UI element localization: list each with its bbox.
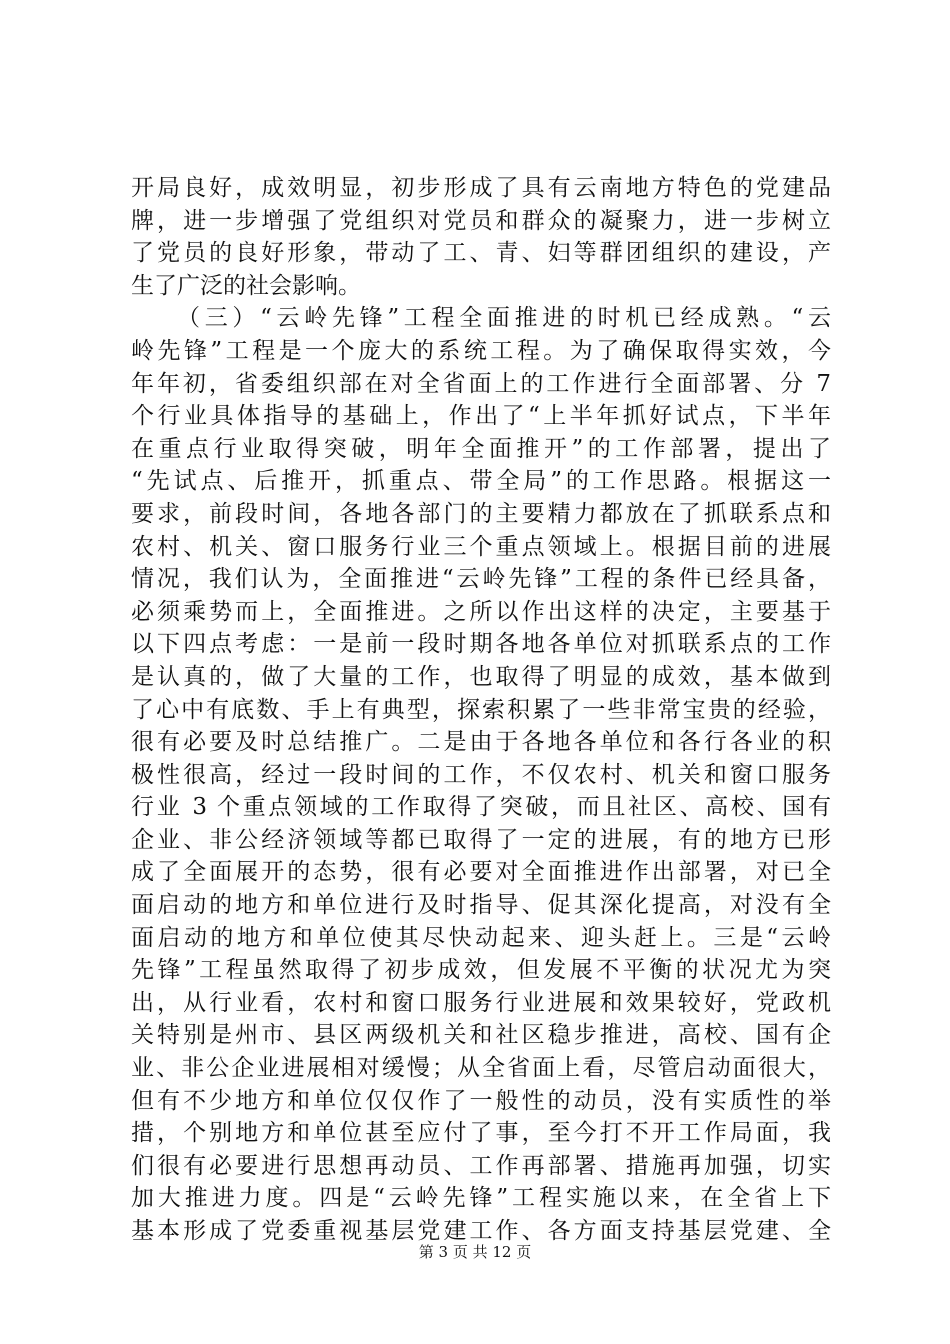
text-line: 个行业具体指导的基础上，作出了“上半年抓好试点，下半年 bbox=[131, 403, 831, 430]
text-line: 出，从行业看，农村和窗口服务行业进展和效果较好，党政机 bbox=[131, 989, 831, 1016]
page-footer bbox=[0, 1241, 950, 1262]
text-line: 行业 3 个重点领域的工作取得了突破，而且社区、高校、国有 bbox=[131, 794, 831, 821]
text-line: 开局良好，成效明显，初步形成了具有云南地方特色的党建品 bbox=[131, 175, 831, 201]
text-line: 业、非公企业进展相对缓慢；从全省面上看，尽管启动面很大， bbox=[131, 1055, 831, 1082]
body-text bbox=[131, 172, 831, 1248]
text-line: 了心中有底数、手上有典型，探索积累了一些非常宝贵的经验， bbox=[131, 696, 831, 723]
text-line: 了党员的良好形象，带动了工、青、妇等群团组织的建设，产 bbox=[131, 240, 831, 267]
text-line: 极性很高，经过一段时间的工作，不仅农村、机关和窗口服务 bbox=[131, 761, 831, 788]
text-line: 岭先锋”工程是一个庞大的系统工程。为了确保取得实效，今 bbox=[131, 337, 831, 364]
text-line: 牌，进一步增强了党组织对党员和群众的凝聚力，进一步树立 bbox=[131, 207, 831, 234]
text-line: 要求，前段时间，各地各部门的主要精力都放在了抓联系点和 bbox=[131, 500, 831, 527]
text-line: 情况，我们认为，全面推进“云岭先锋”工程的条件已经具备， bbox=[131, 566, 831, 593]
text-line: 在重点行业取得突破，明年全面推开”的工作部署，提出了 bbox=[131, 435, 831, 462]
page-number: 第 3 页 共 12 页 bbox=[418, 1243, 532, 1261]
text-line: “先试点、后推开，抓重点、带全局”的工作思路。根据这一 bbox=[131, 468, 831, 495]
text-line: 加大推进力度。四是“云岭先锋”工程实施以来，在全省上下 bbox=[131, 1185, 831, 1212]
text-line: 关特别是州市、县区两级机关和社区稳步推进，高校、国有企 bbox=[131, 1022, 831, 1049]
text-line: 面启动的地方和单位使其尽快动起来、迎头赶上。三是“云岭 bbox=[131, 924, 831, 951]
text-line: 企业、非公经济领域等都已取得了一定的进展，有的地方已形 bbox=[131, 826, 831, 853]
text-line: 面启动的地方和单位进行及时指导、促其深化提高，对没有全 bbox=[131, 892, 831, 919]
text-line: 们很有必要进行思想再动员、工作再部署、措施再加强，切实 bbox=[131, 1152, 831, 1179]
text-line: 生了广泛的社会影响。 bbox=[131, 272, 361, 299]
text-line: 是认真的，做了大量的工作，也取得了明显的成效，基本做到 bbox=[131, 663, 831, 690]
text-line: 很有必要及时总结推广。二是由于各地各单位和各行各业的积 bbox=[131, 729, 831, 756]
text-line: 先锋”工程虽然取得了初步成效，但发展不平衡的状况尤为突 bbox=[131, 957, 831, 984]
text-line: 必须乘势而上，全面推进。之所以作出这样的决定，主要基于 bbox=[131, 598, 831, 625]
text-line: 年年初，省委组织部在对全省面上的工作进行全面部署、分 7 bbox=[131, 370, 831, 397]
text-line: （三）“云岭先锋”工程全面推进的时机已经成熟。“云 bbox=[177, 305, 831, 332]
text-line: 措，个别地方和单位甚至应付了事，至今打不开工作局面，我 bbox=[131, 1120, 831, 1147]
text-line: 成了全面展开的态势，很有必要对全面推进作出部署，对已全 bbox=[131, 859, 831, 886]
text-line: 农村、机关、窗口服务行业三个重点领域上。根据目前的进展 bbox=[131, 533, 831, 560]
text-line: 以下四点考虑：一是前一段时期各地各单位对抓联系点的工作 bbox=[131, 631, 831, 658]
text-line: 基本形成了党委重视基层党建工作、各方面支持基层党建、全 bbox=[131, 1218, 831, 1244]
text-line: 但有不少地方和单位仅仅作了一般性的动员，没有实质性的举 bbox=[131, 1087, 831, 1114]
